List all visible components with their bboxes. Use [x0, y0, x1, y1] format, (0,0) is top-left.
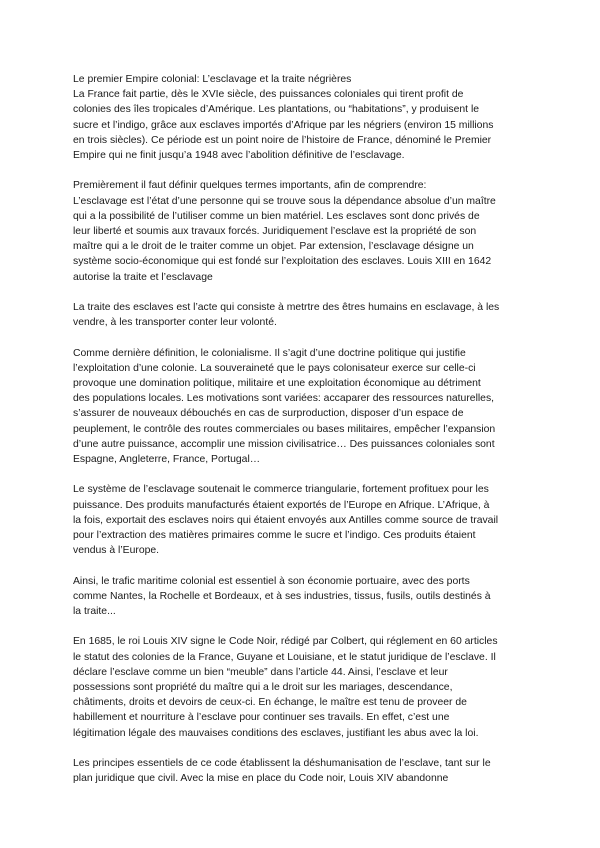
- paragraph-traite: [73, 300, 535, 330]
- text-line: d’une autre puissance, accomplir une mission civilisatrice… Des puissances coloniales sont: [73, 438, 495, 450]
- text-line: pour l’extraction des matières primaires comme le sucre et l’indigo. Ces produits étaient: [73, 530, 476, 542]
- text-line: Le système de l’esclavage soutenait le commerce triangularie, fortement profituex pour les: [73, 484, 489, 496]
- text-line: Ainsi, le trafic maritime colonial est essentiel à son économie portuaire, avec des ports: [73, 575, 470, 587]
- paragraph-definitions: [73, 178, 535, 284]
- paragraph-trafic-maritime: [73, 574, 535, 620]
- text-line: des populations locales. Les motivations sont variées: accaparer des ressources naturelles,: [73, 393, 495, 405]
- paragraph-title-line: Le premier Empire colonial: L’esclavage et la traite négrières: [73, 74, 352, 85]
- document-body: [73, 72, 535, 802]
- text-line: en trois siècles). Ce période est un point noire de l’histoire de France, dénominé le Premier: [73, 134, 492, 146]
- text-line: châtiments, droits et devoirs de ceux-ci. En échange, le maître est tenu de proveer de: [73, 697, 467, 709]
- text-line: autorise la traite et l’esclavage: [73, 271, 213, 283]
- text-line: déclare l’esclave comme un bien “meuble” dans l’article 44. Ainsi, l’esclave et leur: [73, 666, 448, 678]
- paragraph-code-noir: [73, 634, 535, 740]
- text-line: possessions sont propriété du maître qui a le droit sur les mariages, descendance,: [73, 682, 453, 694]
- text-line: Espagne, Angleterre, France, Portugal…: [73, 454, 261, 466]
- text-line: leur liberté et soumis aux travaux forcés. Juridiquement l’esclave est la propriété de son: [73, 226, 477, 238]
- text-line: La traite des esclaves est l’acte qui consiste à metrtre des êtres humains en esclavage, à les: [73, 302, 500, 314]
- text-line: L’esclavage est l’état d’une personne qui se trouve sous la dépendance absolue d’un maître: [73, 195, 496, 207]
- paragraph-colonialisme: [73, 346, 535, 468]
- paragraph-commerce-triangulaire: [73, 482, 535, 558]
- text-line: La France fait partie, dès le XVIe siècle, des puissances coloniales qui tirent profit de: [73, 89, 464, 101]
- text-line: En 1685, le roi Louis XIV signe le Code Noir, rédigé par Colbert, qui réglement en 60 articles: [73, 636, 498, 648]
- text-line: Premièrement il faut définir quelques termes importants, afin de comprendre:: [73, 180, 427, 192]
- text-line: le statut des colonies de la France, Guyane et Louisiane, et le statut juridique de l’esclave. Il: [73, 651, 496, 663]
- text-line: la fois, exportait des esclaves noirs qui étaient envoyés aux Antilles comme source de travail: [73, 514, 499, 526]
- text-line: habillement et nourriture à l’esclave pour continuer ses travails. En effet, c’est une: [73, 712, 450, 724]
- text-line: peuplement, le contrôle des routes commerciales ou bases militaires, empêcher l’expansion: [73, 423, 496, 435]
- text-line: puissance. Des produits manufacturés étaient exportés de l’Europe en Afrique. L’Afrique, à: [73, 499, 490, 511]
- text-line: colonies des îles tropicales d’Amérique. Les plantations, ou “habitations”, y produisent le: [73, 104, 480, 116]
- text-line: vendre, à les transporter conter leur volonté.: [73, 317, 277, 329]
- text-line: plan juridique que civil. Avec la mise en place du Code noir, Louis XIV abandonne: [73, 773, 449, 785]
- text-line: Comme dernière définition, le colonialisme. Il s’agit d’une doctrine politique qui justifie: [73, 347, 466, 359]
- text-line: système socio-économique qui est fondé sur l’exploitation des esclaves. Louis XIII en 1642: [73, 256, 492, 268]
- text-line: légitimation légale des mauvaises conditions des esclaves, justifiant les abus avec la loi.: [73, 727, 479, 739]
- text-line: s’assurer de nouveaux débouchés en cas de surproduction, disposer d’un espace de: [73, 408, 464, 420]
- text-line: qui a la possibilité de l’utiliser comme un bien matériel. Les esclaves sont donc privés de: [73, 210, 480, 222]
- text-line: Empire qui ne finit jusqu’a 1948 avec l’abolition définitive de l’esclavage.: [73, 150, 405, 162]
- text-line: maître qui a le droit de le traiter comme un objet. Par extension, l’esclavage désigne un: [73, 241, 474, 253]
- text-line: provoque une domination politique, militaire et une exploitation économique au détriment: [73, 378, 481, 390]
- text-line: l’exploitation d’une colonie. La souveraineté que le pays colonisateur exerce sur celle-ci: [73, 362, 476, 374]
- text-line: la traite...: [73, 606, 116, 618]
- text-line: sucre et l’indigo, grâce aux esclaves importés d’Afrique par les négriers (environ 15 millions: [73, 119, 494, 131]
- text-line: Les principes essentiels de ce code établissent la déshumanisation de l’esclave, tant sur le: [73, 758, 491, 770]
- text-line: vendus à l’Europe.: [73, 545, 160, 557]
- paragraph-intro: [73, 72, 535, 163]
- paragraph-principes: [73, 756, 535, 786]
- text-line: comme Nantes, la Rochelle et Bordeaux, et à ses industries, tissus, fusils, outils destinés à: [73, 590, 491, 602]
